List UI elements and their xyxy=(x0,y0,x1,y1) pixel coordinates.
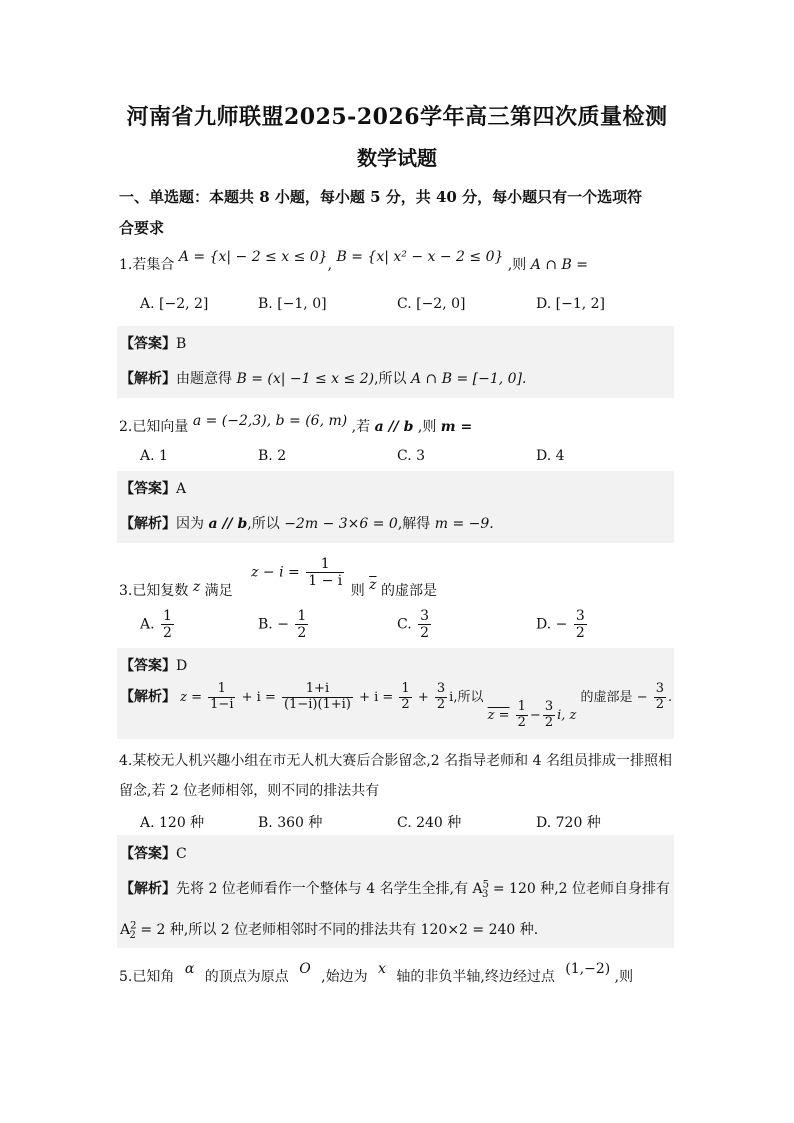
q1-option-b[interactable]: B. [−1, 0] xyxy=(258,296,327,312)
q4-option-d[interactable]: D. 720 种 xyxy=(536,815,601,831)
q2-option-a[interactable]: A. 1 xyxy=(140,448,168,464)
q2-answer-box xyxy=(117,471,674,543)
q5-stem: 5.已知角 α 的顶点为原点 O ,始边为 x 轴的非负半轴,终边经过点 (1,−2) ,则 xyxy=(119,961,634,985)
q3-answer: 【答案】D xyxy=(120,658,188,674)
q3-option-a[interactable]: A. $\frac{1}{2}$ xyxy=(140,608,172,642)
q1-set-a: A = {x| − 2 ≤ x ≤ 0} xyxy=(178,249,328,265)
exam-subtitle: 数学试题 xyxy=(357,146,437,170)
q4-option-c[interactable]: C. 240 种 xyxy=(397,815,462,831)
section-heading-line1: 一、单选题：本题共 8 小题，每小题 5 分，共 40 分，每小题只有一个选项符 xyxy=(119,188,643,206)
permutation-a-2-2: $A^2_2$ xyxy=(120,920,137,941)
q4-stem-line1: 4.某校无人机兴趣小组在市无人机大赛后合影留念,2 名指导老师和 4 名组员排成一排照相 xyxy=(119,753,672,769)
q2-option-d[interactable]: D. 4 xyxy=(536,448,565,464)
q3-answer-box xyxy=(117,648,674,739)
q2-analysis: 【解析】因为 a // b,所以 −2m − 3×6 = 0,解得 m = −9. xyxy=(120,516,494,532)
q2-option-c[interactable]: C. 3 xyxy=(397,448,426,464)
q1-option-d[interactable]: D. [−1, 2] xyxy=(536,296,605,312)
q2-option-b[interactable]: B. 2 xyxy=(258,448,287,464)
q3-option-d[interactable]: D. − $\frac{3}{2}$ xyxy=(536,608,585,642)
exam-title: 河南省九师联盟2025-2026学年高三第四次质量检测 xyxy=(126,104,668,130)
q3-analysis: 【解析】 z = $\frac{1}{1-i}$ + i = $\frac{1+i}{(1-i)(1+i)}$ + i = $\frac{1}{2}$ + $\frac{3}{2}$ i,所以 z = $\frac{1}{2}$ − $\frac{3}{2}$ i, z 的虚部是 − $\frac{3}{2}$ . xyxy=(120,681,673,730)
q3-stem: 3.已知复数 z 满足 z − i = $\frac{1}{1 - i}$ 则 $\overline{z}$ 的虚部是 xyxy=(119,556,437,599)
q1-option-c[interactable]: C. [−2, 0] xyxy=(397,296,466,312)
q1-stem: 1.若集合 A = {x| − 2 ≤ x ≤ 0}, B = {x| x² − x − 2 ≤ 0} ,则 A ∩ B = xyxy=(119,249,588,273)
q3-equation: z − i = $\frac{1}{1 - i}$ xyxy=(251,556,343,590)
q1-answer: 【答案】B xyxy=(120,336,187,352)
q1-option-a[interactable]: A. [−2, 2] xyxy=(140,296,209,312)
q4-stem-line2: 留念,若 2 位老师相邻，则不同的排法共有 xyxy=(119,783,380,799)
q1-set-b: B = {x| x² − x − 2 ≤ 0} xyxy=(336,249,504,265)
q4-answer: 【答案】C xyxy=(120,846,187,862)
q4-analysis-line2: $A^2_2 = 2$ 种,所以 2 位老师相邻时不同的排法共有 120×2 = 240 种. xyxy=(120,920,539,941)
q3-option-c[interactable]: C. $\frac{3}{2}$ xyxy=(397,608,430,642)
q2-vectors: a = (−2,3), b = (6, m) xyxy=(192,413,348,429)
section-heading-line2: 合要求 xyxy=(119,219,165,237)
q4-option-a[interactable]: A. 120 种 xyxy=(140,815,205,831)
q4-option-b[interactable]: B. 360 种 xyxy=(258,815,323,831)
q3-option-b[interactable]: B. − $\frac{1}{2}$ xyxy=(258,608,307,642)
permutation-a-5-3: $A^5_3$ xyxy=(472,879,490,900)
q1-answer-box xyxy=(117,326,674,398)
q4-answer-box xyxy=(117,835,674,948)
q1-analysis: 【解析】由题意得 B = (x| −1 ≤ x ≤ 2),所以 A ∩ B = [−1, 0]. xyxy=(120,371,527,387)
q2-stem: 2.已知向量 a = (−2,3), b = (6, m) ,若 a // b ,则 m = xyxy=(119,413,473,435)
q4-analysis-line1: 【解析】先将 2 位老师看作一个整体与 4 名学生全排,有 $A^5_3 = 120$ 种,2 位老师自身排有 xyxy=(120,879,671,900)
q2-answer: 【答案】A xyxy=(120,481,187,497)
